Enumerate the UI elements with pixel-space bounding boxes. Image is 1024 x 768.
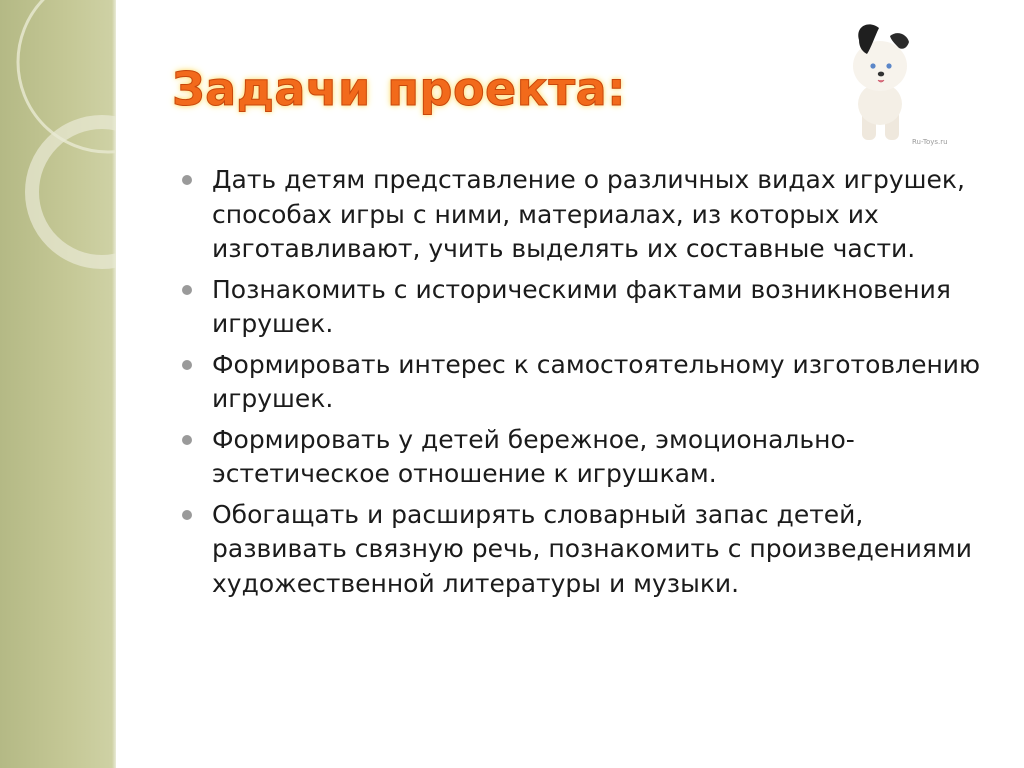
bullet-list bbox=[182, 163, 982, 607]
ring-small bbox=[32, 122, 116, 262]
bullet-icon bbox=[182, 175, 192, 185]
bullet-text: Обогащать и расширять словарный запас детей, развивать связную речь, познакомить с произведениями художественной литературы и музыки. bbox=[212, 499, 972, 598]
bullet-icon bbox=[182, 285, 192, 295]
bullet-text: Формировать интерес к самостоятельному изготовлению игрушек. bbox=[212, 349, 981, 413]
list-item bbox=[182, 163, 982, 267]
toy-puppy-image bbox=[835, 12, 945, 157]
bullet-icon bbox=[182, 435, 192, 445]
list-item bbox=[182, 423, 982, 492]
list-item bbox=[182, 273, 982, 342]
bullet-text: Дать детям представление о различных видах игрушек, способах игры с ними, материалах, из которых их изготавливают, учить выделять их составные части. bbox=[212, 165, 965, 263]
image-watermark: Ru-Toys.ru bbox=[912, 138, 948, 146]
bullet-text: Познакомить с историческими фактами возникновения игрушек. bbox=[212, 274, 951, 338]
list-item bbox=[182, 348, 982, 417]
slide-title: Задачи проекта: bbox=[172, 62, 627, 116]
bullet-icon bbox=[182, 360, 192, 370]
bullet-icon bbox=[182, 510, 192, 520]
decorative-rings bbox=[0, 0, 116, 300]
list-item bbox=[182, 498, 982, 602]
bullet-text: Формировать у детей бережное, эмоционально-эстетическое отношение к игрушкам. bbox=[212, 424, 855, 488]
